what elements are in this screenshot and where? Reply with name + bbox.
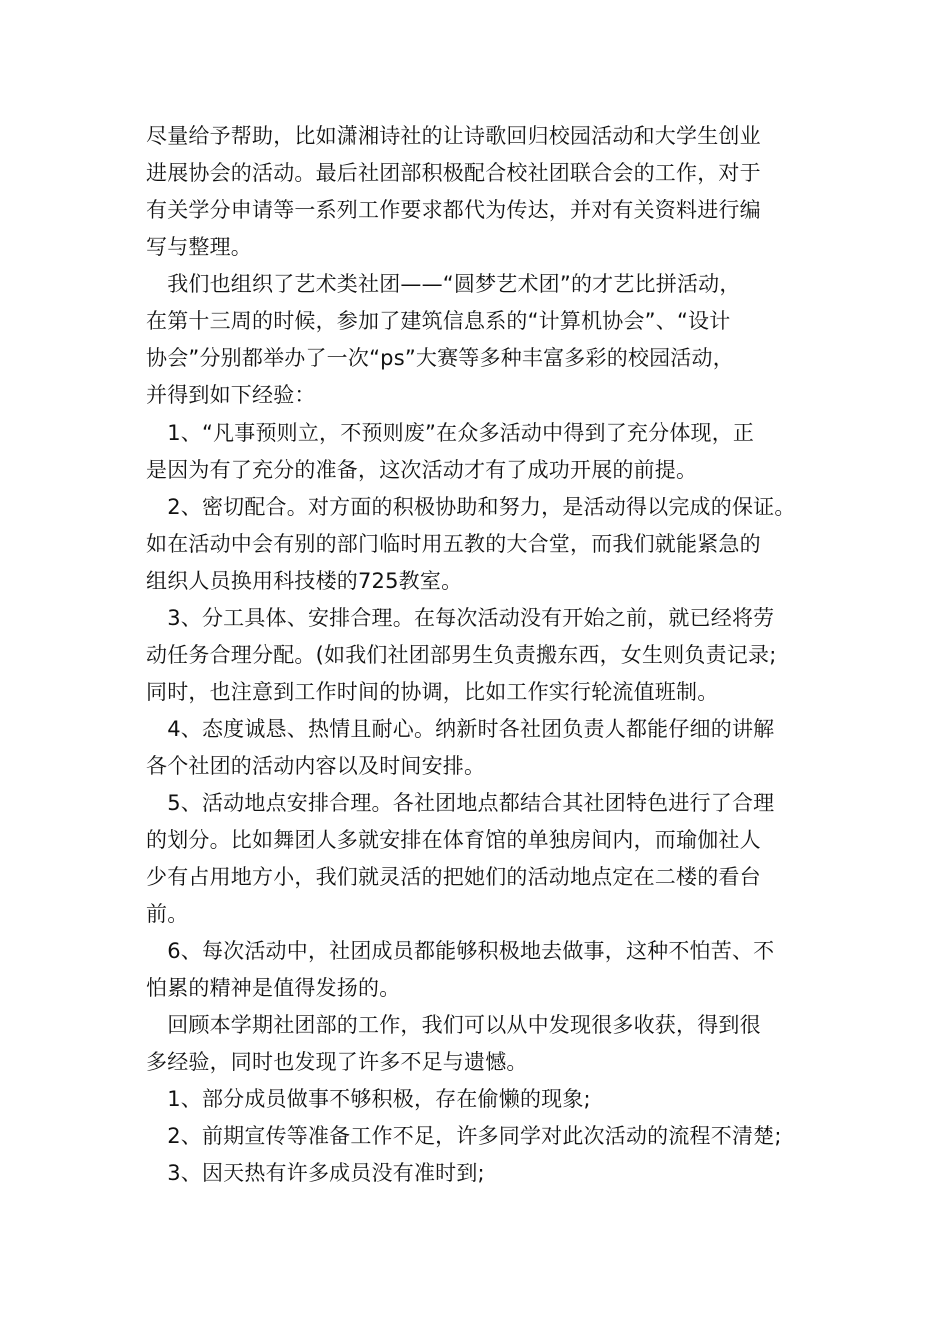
text-line: 3、分工具体、安排合理。在每次活动没有开始之前，就已经将劳: [146, 606, 775, 630]
text-line: 如在活动中会有别的部门临时用五教的大合堂，而我们就能紧急的: [146, 532, 761, 556]
text-line: 是因为有了充分的准备，这次活动才有了成功开展的前提。: [146, 458, 698, 482]
text-line: 的划分。比如舞团人多就安排在体育馆的单独房间内，而瑜伽社人: [146, 828, 761, 852]
text-line: 少有占用地方小，我们就灵活的把她们的活动地点定在二楼的看台: [146, 865, 761, 889]
text-line: 协会”分别都举办了一次“ps”大赛等多种丰富多彩的校园活动，: [146, 346, 734, 370]
text-line: 同时，也注意到工作时间的协调，比如工作实行轮流值班制。: [146, 680, 719, 704]
text-line: 动任务合理分配。(如我们社团部男生负责搬东西，女生则负责记录;: [146, 643, 777, 667]
text-line: 5、活动地点安排合理。各社团地点都结合其社团特色进行了合理: [146, 791, 775, 815]
text-line: 怕累的精神是值得发扬的。: [146, 976, 401, 1000]
text-line: 前。: [146, 902, 189, 926]
text-line: 6、每次活动中，社团成员都能够积极地去做事，这种不怕苦、不: [146, 939, 775, 963]
text-line: 在第十三周的时候，参加了建筑信息系的“计算机协会”、“设计: [146, 309, 731, 333]
text-line: 进展协会的活动。最后社团部积极配合校社团联合会的工作，对于: [146, 161, 761, 185]
text-line: 3、因天热有许多成员没有准时到;: [146, 1161, 485, 1185]
text-line: 回顾本学期社团部的工作，我们可以从中发现很多收获，得到很: [146, 1013, 761, 1037]
text-line: 尽量给予帮助，比如潇湘诗社的让诗歌回归校园活动和大学生创业: [146, 124, 761, 148]
text-line: 各个社团的活动内容以及时间安排。: [146, 754, 486, 778]
text-line: 2、前期宣传等准备工作不足，许多同学对此次活动的流程不清楚;: [146, 1124, 782, 1148]
text-line: 我们也组织了艺术类社团——“圆梦艺术团”的才艺比拼活动，: [146, 272, 741, 296]
text-line: 有关学分申请等一系列工作要求都代为传达，并对有关资料进行编: [146, 198, 761, 222]
text-line: 组织人员换用科技楼的725教室。: [146, 569, 463, 593]
text-line: 多经验，同时也发现了许多不足与遗憾。: [146, 1050, 528, 1074]
text-line: 并得到如下经验：: [146, 383, 316, 407]
text-line: 1、“凡事预则立，不预则废”在众多活动中得到了充分体现，正: [146, 421, 755, 445]
text-line: 写与整理。: [146, 235, 252, 259]
text-line: 2、密切配合。对方面的积极协助和努力，是活动得以完成的保证。: [146, 495, 796, 519]
text-line: 4、态度诚恳、热情且耐心。纳新时各社团负责人都能仔细的讲解: [146, 717, 775, 741]
text-line: 1、部分成员做事不够积极，存在偷懒的现象;: [146, 1087, 591, 1111]
